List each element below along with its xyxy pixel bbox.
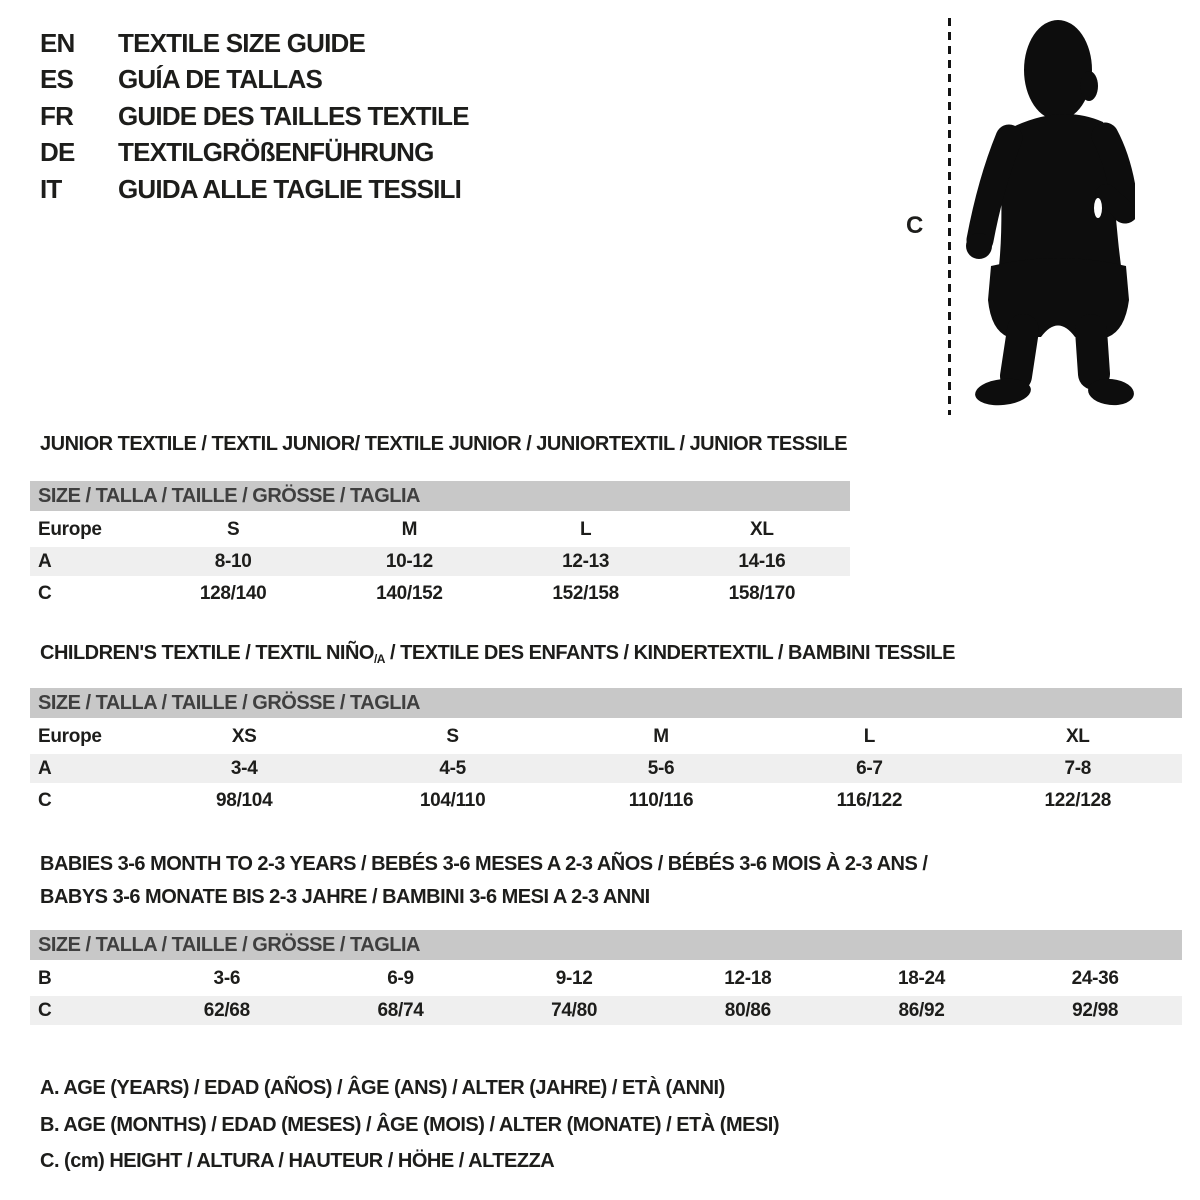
language-label: TEXTILGRÖßENFÜHRUNG (118, 137, 434, 168)
table-cell: 128/140 (199, 583, 267, 604)
row-label: C (38, 583, 52, 604)
table-cell: 86/92 (898, 1000, 945, 1021)
row-label: C (38, 790, 52, 811)
table-header-row (30, 515, 850, 544)
row-label: Europe (38, 519, 102, 540)
table-cell: 152/158 (552, 583, 619, 604)
row-label: A (38, 551, 52, 572)
table-cell: 5-6 (647, 758, 675, 779)
table-row-c (30, 579, 850, 608)
language-code: IT (40, 173, 62, 204)
table-cell: 140/152 (376, 583, 443, 604)
table-cell: 80/86 (724, 1000, 771, 1021)
table-cell: S (226, 519, 240, 540)
language-label: TEXTILE SIZE GUIDE (118, 27, 366, 58)
table-cell: 62/68 (203, 1000, 250, 1021)
table-cell: 110/116 (628, 790, 694, 811)
table-cell: XS (231, 726, 257, 747)
table-cell: 158/170 (728, 583, 796, 604)
table-cell: 6-7 (856, 758, 883, 779)
table-cell: 9-12 (555, 968, 593, 989)
table-cell: 10-12 (385, 551, 433, 572)
table-cell: 24-36 (1071, 968, 1119, 989)
table-cell: 12-13 (562, 551, 610, 572)
table-row-a (30, 547, 850, 576)
table-cell: 98/104 (216, 790, 273, 811)
table-cell: 3-4 (230, 758, 258, 779)
table-cell: M (653, 726, 669, 747)
children-section-title (40, 642, 955, 666)
height-c-label: C (906, 212, 924, 239)
children-title-sub: /A (373, 652, 385, 666)
language-code: ES (40, 64, 74, 95)
legend-age-years: A. AGE (YEARS) / EDAD (AÑOS) / ÂGE (ANS) / ALTER (JAHRE) / ETÀ (ANNI) (40, 1077, 725, 1099)
language-code: EN (40, 27, 75, 58)
size-header-bar: SIZE / TALLA / TAILLE / GRÖSSE / TAGLIA (30, 930, 1182, 960)
table-cell: 122/128 (1044, 790, 1112, 811)
size-header-bar: SIZE / TALLA / TAILLE / GRÖSSE / TAGLIA (30, 481, 850, 511)
table-row-b (30, 964, 1182, 993)
language-row (40, 135, 469, 172)
language-row (40, 171, 469, 208)
table-cell: 12-18 (724, 968, 772, 989)
babies-title-line2: BABYS 3-6 MONATE BIS 2-3 JAHRE / BAMBINI 3-6 MESI A 2-3 ANNI (40, 886, 650, 908)
table-cell: 14-16 (738, 551, 786, 572)
junior-section-title: JUNIOR TEXTILE / TEXTIL JUNIOR/ TEXTILE JUNIOR / JUNIORTEXTIL / JUNIOR TESSILE (40, 433, 848, 455)
table-cell: 18-24 (897, 968, 946, 989)
babies-size-table (30, 930, 1182, 1028)
language-label: GUIDA ALLE TAGLIE TESSILI (118, 173, 462, 204)
children-size-table (30, 688, 1182, 818)
table-cell: 4-5 (439, 758, 466, 779)
legend-age-months: B. AGE (MONTHS) / EDAD (MESES) / ÂGE (MOIS) / ALTER (MONATE) / ETÀ (MESI) (40, 1113, 780, 1136)
toddler-silhouette-icon (963, 14, 1135, 421)
children-title-main: CHILDREN'S TEXTILE / TEXTIL NIÑO (40, 642, 374, 664)
babies-title-line1: BABIES 3-6 MONTH TO 2-3 YEARS / BEBÉS 3-6 MESES A 2-3 AÑOS / BÉBÉS 3-6 MOIS À 2-3 ANS / (40, 853, 928, 875)
row-label: Europe (38, 726, 102, 747)
table-cell: 7-8 (1064, 758, 1092, 779)
language-code: DE (40, 137, 75, 168)
legend-height: C. (cm) HEIGHT / ALTURA / HAUTEUR / HÖHE / ALTEZZA (40, 1150, 555, 1172)
table-cell: L (863, 726, 876, 747)
table-cell: 3-6 (213, 968, 241, 989)
language-row (40, 98, 469, 135)
table-cell: M (401, 519, 418, 540)
table-row-c (30, 996, 1182, 1025)
row-label: B (38, 968, 52, 989)
size-header-bar: SIZE / TALLA / TAILLE / GRÖSSE / TAGLIA (30, 688, 1182, 718)
table-cell: 6-9 (387, 968, 414, 989)
table-cell: XL (750, 519, 774, 540)
language-code: FR (40, 100, 74, 131)
language-title-block (40, 25, 469, 208)
language-row (40, 62, 469, 99)
row-label: A (38, 758, 52, 779)
table-cell: 8-10 (214, 551, 252, 572)
legend-block (40, 1070, 779, 1180)
children-title-rest: / TEXTILE DES ENFANTS / KINDERTEXTIL / BAMBINI TESSILE (384, 642, 955, 664)
table-cell: 68/74 (377, 1000, 424, 1021)
table-row-a (30, 754, 1182, 783)
language-label: GUIDE DES TAILLES TEXTILE (118, 100, 469, 131)
junior-size-table (30, 481, 850, 611)
table-row-c (30, 786, 1182, 815)
table-cell: S (446, 726, 459, 747)
table-cell: 116/122 (836, 790, 903, 811)
row-label: C (38, 1000, 52, 1021)
table-cell: 92/98 (1072, 1000, 1119, 1021)
language-label: GUÍA DE TALLAS (118, 64, 323, 95)
height-dashed-line (948, 18, 951, 415)
babies-section-title (40, 848, 927, 914)
table-cell: XL (1065, 726, 1090, 747)
table-header-row (30, 722, 1182, 751)
table-cell: 104/110 (419, 790, 486, 811)
table-cell: 74/80 (551, 1000, 598, 1021)
table-cell: L (579, 519, 592, 540)
language-row (40, 25, 469, 62)
